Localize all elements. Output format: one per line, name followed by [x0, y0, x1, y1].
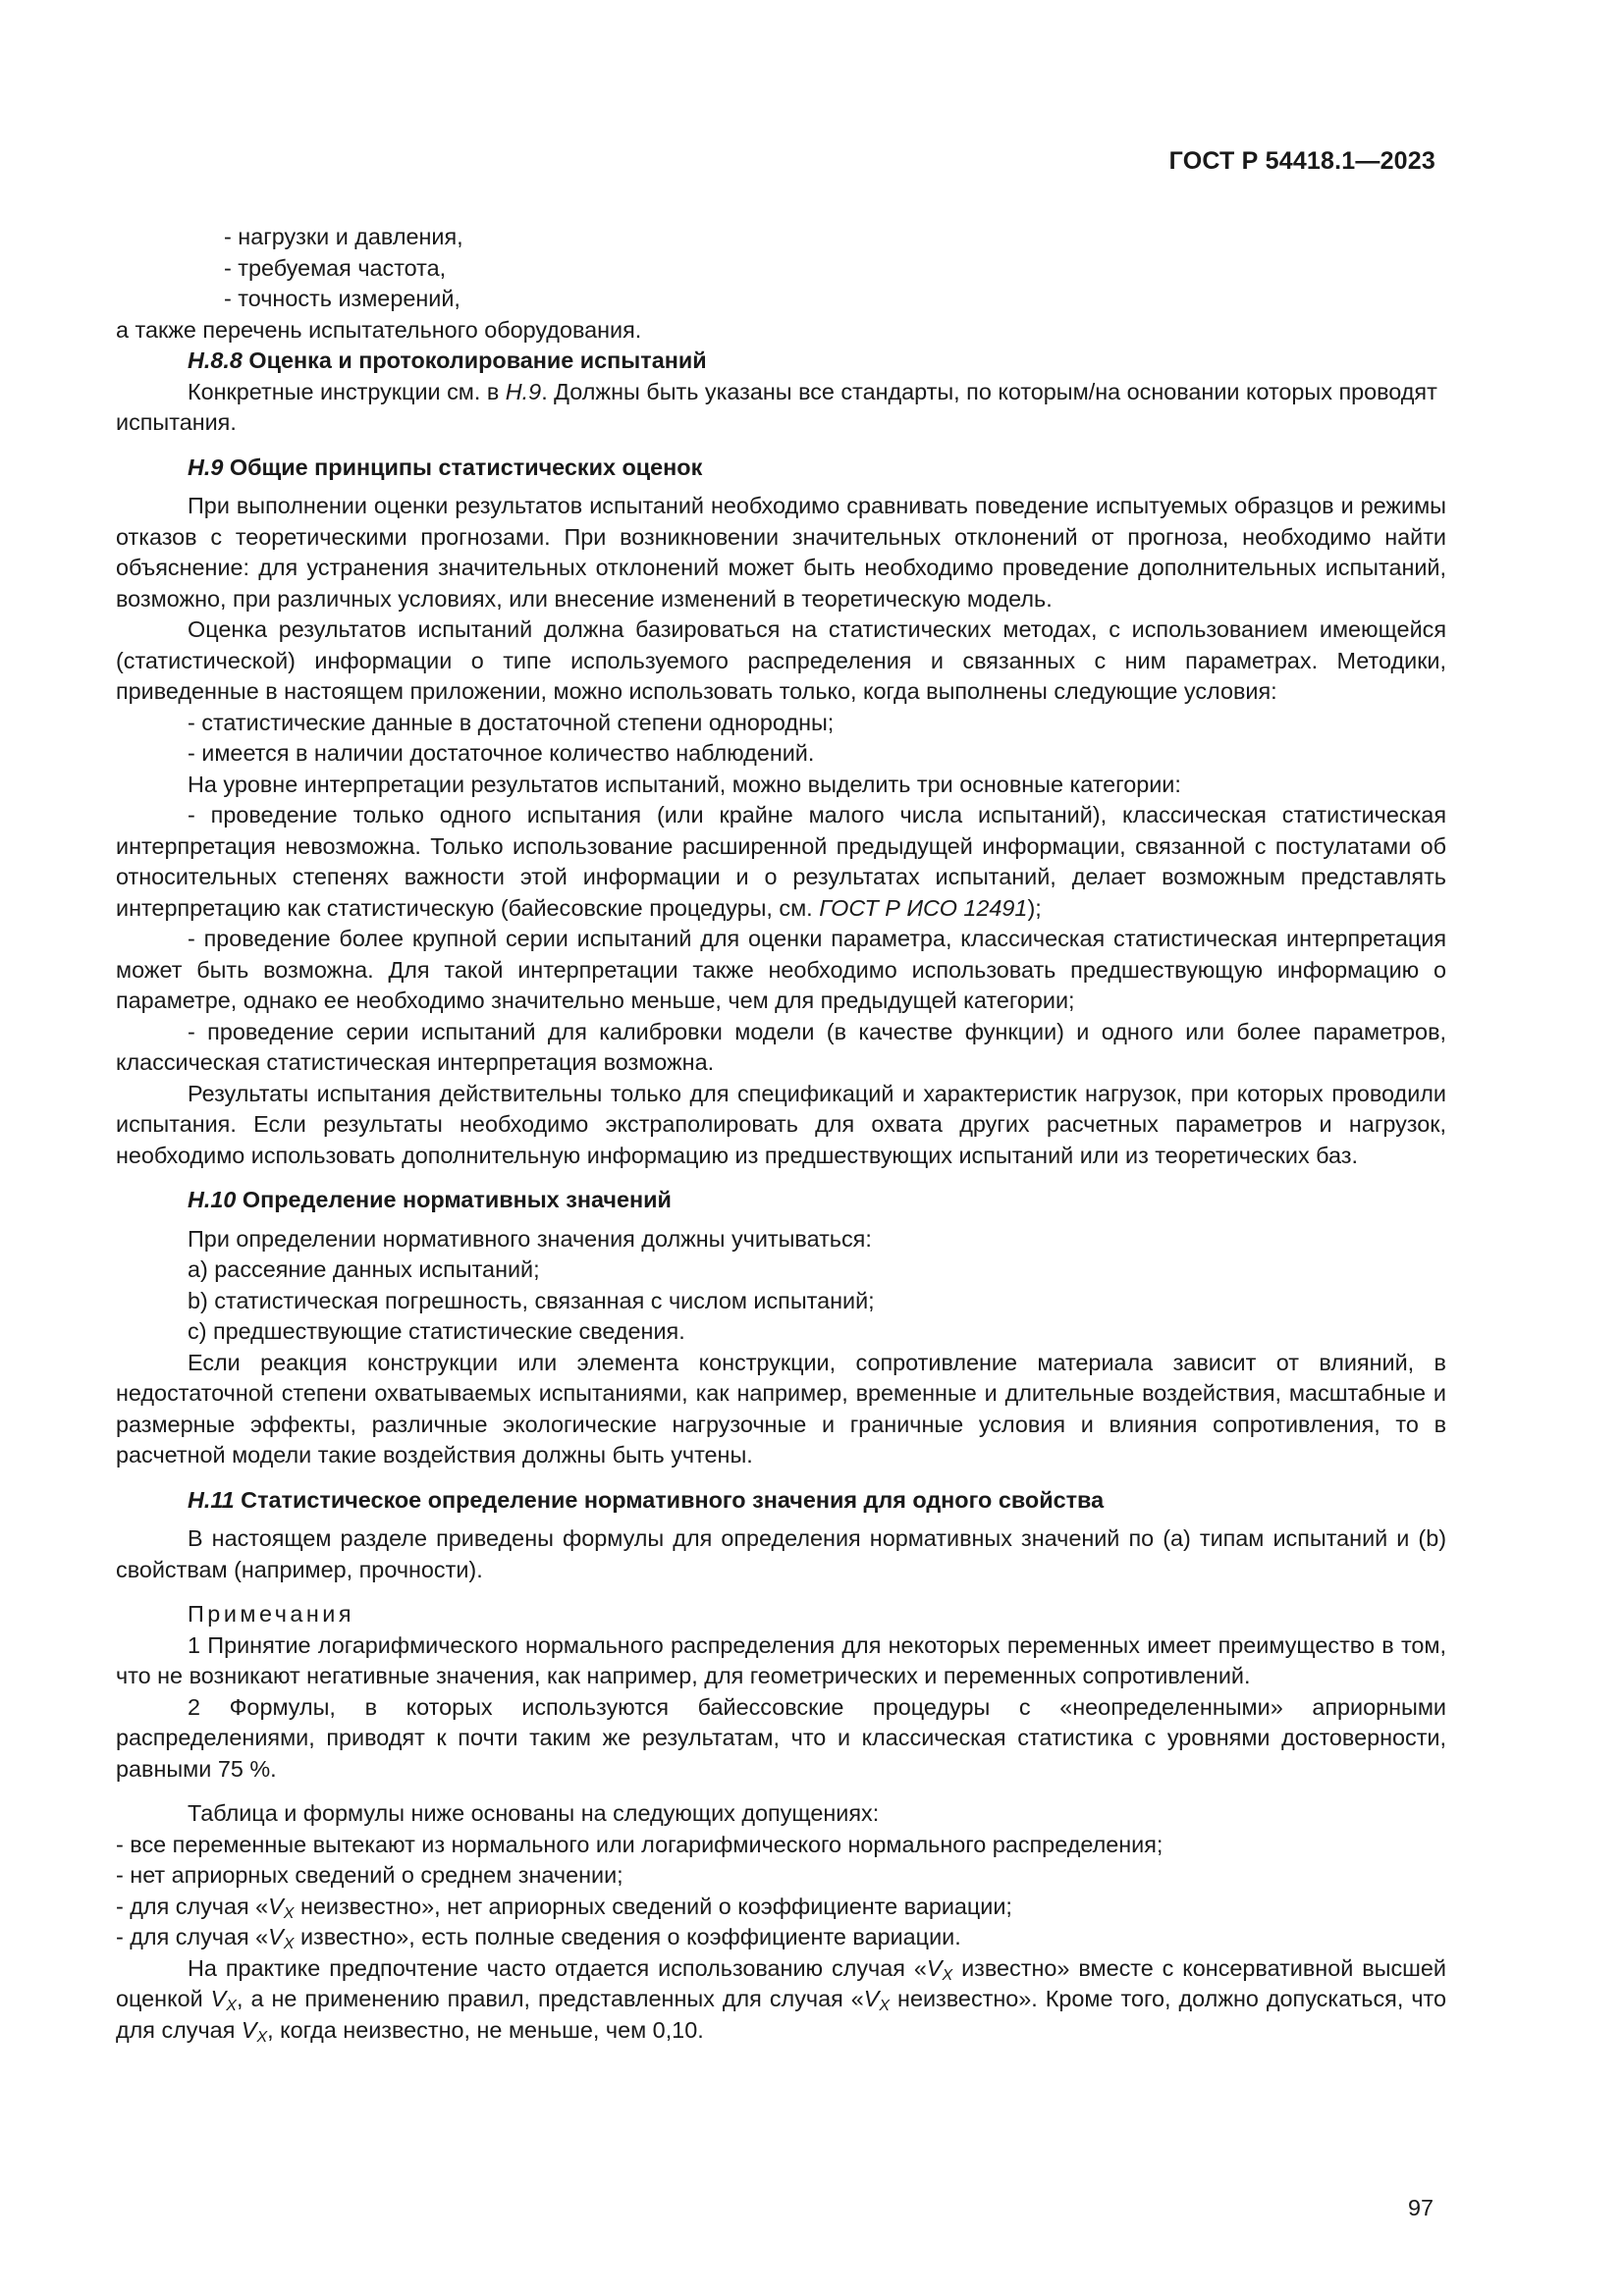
- text: известно» вместе с консервативной высшей оценкой: [116, 1954, 1446, 2011]
- text: неизвестно», нет априорных сведений о коэффициенте вариации;: [294, 1893, 1012, 1919]
- paragraph: В настоящем разделе приведены формулы для определения нормативных значений по (a) типам испытаний и (b) свойствам (например, прочности).: [116, 1525, 1446, 1582]
- paragraph: [116, 1953, 1446, 2047]
- document-body: [116, 222, 1446, 2046]
- text: неизвестно». Кроме того, должно допускаться, что для случая: [116, 1986, 1446, 2043]
- note: 2 Формулы, в которых используются байессовские процедуры с «неопределенными» априорными распределениями, приводят к почти таким же результатам, что и классическая статистика с уровнями достоверности, равными 75 %.: [116, 1693, 1446, 1782]
- variable-vx: $V_X$: [268, 1893, 295, 1922]
- section-heading-h9: [116, 453, 1446, 484]
- text: );: [1027, 894, 1042, 921]
- section-heading-h10: [116, 1185, 1446, 1216]
- list-item: - точность измерений,: [224, 286, 460, 311]
- list-item: - статистические данные в достаточной степени однородны;: [188, 709, 835, 735]
- text: - для случая «: [116, 1924, 269, 1949]
- section-heading-h11: [116, 1485, 1446, 1517]
- paragraph: На уровне интерпретации результатов испытаний, можно выделить три основные категории:: [188, 771, 1181, 797]
- paragraph: При определении нормативного значения должны учитываться:: [188, 1225, 872, 1252]
- paragraph: Результаты испытания действительны только для спецификаций и характеристик нагрузок, при которых проводили испытания. Если результаты необходимо экстраполировать для охвата других расчетных параметров и нагрузок, необходимо использовать дополнительную информацию из предшествующих испытаний или из теоретических баз.: [116, 1080, 1446, 1168]
- section-title: Статистическое определение нормативного значения для одного свойства: [234, 1486, 1105, 1513]
- paragraph: Таблица и формулы ниже основаны на следующих допущениях:: [188, 1800, 880, 1826]
- text: известно», есть полные сведения о коэффициенте вариации.: [294, 1924, 961, 1949]
- list-item: - все переменные вытекают из нормального или логарифмического нормального распределения;: [116, 1831, 1164, 1857]
- list-item: - имеется в наличии достаточное количество наблюдений.: [188, 740, 815, 766]
- list-item: [116, 800, 1446, 924]
- variable-vx: $V_X$: [926, 1954, 953, 1984]
- section-number: Н.9: [188, 454, 224, 480]
- variable-vx: $V_X$: [863, 1986, 891, 2014]
- list-item: - требуемая частота,: [224, 254, 447, 281]
- cross-reference: Н.9: [505, 378, 542, 404]
- text: - для случая «: [116, 1893, 269, 1919]
- list-item: a) рассеяние данных испытаний;: [188, 1256, 540, 1282]
- section-title: Оценка и протоколирование испытаний: [242, 347, 707, 373]
- paragraph: Оценка результатов испытаний должна базироваться на статистических методах, с использованием имеющейся (статистической) информации о типе используемого распределения и связанных с ним параметрах. Методики, приведенные в настоящем приложении, можно использовать только, когда выполнены следующие условия:: [116, 616, 1446, 704]
- paragraph: При выполнении оценки результатов испытаний необходимо сравнивать поведение испытуемых образцов и режимы отказов с теоретическими прогнозами. При возникновении значительных отклонений от прогноза, необходимо найти объяснение: для устранения значительных отклонений может быть необходимо проведение дополнительных испытаний, возможно, при различных условиях, или внесение изменений в теоретическую модель.: [116, 493, 1446, 612]
- list-item: - проведение серии испытаний для калибровки модели (в качестве функции) и одного или более параметров, классическая статистическая интерпретация возможна.: [116, 1018, 1446, 1075]
- notes-heading: Примечания: [188, 1601, 355, 1627]
- section-title: Общие принципы статистических оценок: [223, 454, 703, 480]
- list-item: c) предшествующие статистические сведения.: [188, 1318, 685, 1344]
- paragraph: Если реакция конструкции или элемента конструкции, сопротивление материала зависит от влияний, в недостаточной степени охватываемых испытаниями, как например, временные и длительные воздействия, масштабные и размерные эффекты, различные экологические нагрузочные и граничные условия и влияния сопротивления, то в расчетной модели такие воздействия должны быть учтены.: [116, 1349, 1446, 1468]
- paragraph: [116, 377, 1446, 439]
- cross-reference: ГОСТ Р ИСО 12491: [819, 894, 1028, 921]
- section-number: Н.11: [188, 1486, 235, 1513]
- list-tail: а также перечень испытательного оборудования.: [116, 316, 642, 343]
- section-heading-h8-8: [116, 346, 1446, 377]
- text: - проведение только одного испытания (или крайне малого числа испытаний), классическая статистическая интерпретация невозможна. Только использование расширенной предыдущей информации, связанной с постулатами об относительных степенях важности этой информации и о результатах испытаний, делает возможным представлять интерпретацию как статистическую (байесовские процедуры, см.: [116, 802, 1446, 921]
- list-item: - нет априорных сведений о среднем значении;: [116, 1862, 623, 1888]
- section-title: Определение нормативных значений: [236, 1187, 672, 1212]
- text: Конкретные инструкции см. в: [188, 378, 506, 404]
- text: , а не применению правил, представленных для случая «: [236, 1986, 864, 2011]
- document-code: ГОСТ Р 54418.1—2023: [1168, 147, 1435, 175]
- list-item: [116, 1892, 1446, 1923]
- variable-vx: $V_X$: [210, 1986, 237, 2014]
- list-item: [116, 1922, 1446, 1953]
- text: На практике предпочтение часто отдается использованию случая «: [188, 1954, 927, 1981]
- list-item: - нагрузки и давления,: [224, 224, 463, 249]
- section-number: Н.10: [188, 1187, 237, 1212]
- text: . Должны быть указаны все стандарты, по которым/на основании которых проводят испытания.: [116, 378, 1437, 435]
- list-item: - проведение более крупной серии испытаний для оценки параметра, классическая статистическая интерпретация может быть возможна. Для такой интерпретации также необходимо использовать предшествующую информацию о параметре, однако ее необходимо значительно меньше, чем для предыдущей категории;: [116, 926, 1446, 1013]
- note: 1 Принятие логарифмического нормального распределения для некоторых переменных имеет преимущество в том, что не возникают негативные значения, как например, для геометрических и переменных сопротивлений.: [116, 1631, 1446, 1688]
- variable-vx: $V_X$: [241, 2016, 268, 2046]
- variable-vx: $V_X$: [268, 1924, 295, 1952]
- list-item: b) статистическая погрешность, связанная с числом испытаний;: [188, 1287, 875, 1313]
- text: , когда неизвестно, не меньше, чем 0,10.: [267, 2016, 704, 2043]
- page-number: 97: [1407, 2195, 1434, 2220]
- section-number: Н.8.8: [188, 347, 243, 373]
